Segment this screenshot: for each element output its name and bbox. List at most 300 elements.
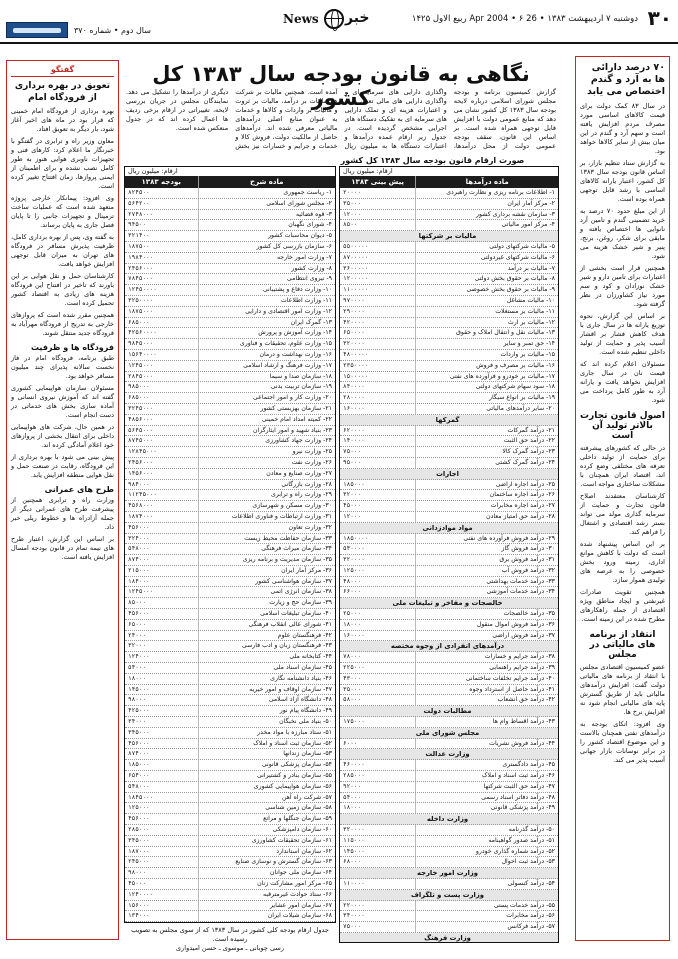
table-row [340, 857, 558, 868]
table-row [125, 253, 335, 264]
row-value: ۲۱۵۰۰۰ [125, 566, 199, 576]
section-label: مجلس شورای ملی [415, 728, 480, 737]
table-row [125, 501, 335, 512]
row-label: ۳۵- سازمان مدیریت و برنامه ریزی [242, 556, 332, 564]
row-label: ۶۵- مرکز امور مشارکت زنان [257, 880, 332, 887]
left-column-tag: گفتگو [11, 65, 114, 77]
row-label: ۴۱- درآمد حاصل از استرداد وجوه [469, 685, 555, 693]
table-row [125, 372, 335, 383]
table-section-row [340, 868, 558, 879]
table-row [125, 695, 335, 706]
row-label: ۵۸- سازمان زمین شناسی [265, 804, 332, 812]
row-value: ۱۸۰۰۰ [125, 674, 199, 684]
row-value: ۱۴۵۶۰۰۰ [125, 469, 199, 479]
row-label: ۴۱- شورای عالی انقلاب فرهنگی [248, 620, 332, 628]
table-row [340, 242, 558, 253]
row-label: ۵۲- سازمان ثبت اسناد و املاک [253, 739, 332, 747]
row-value: ۱۸۷۵۰۰ [125, 242, 199, 252]
row-value: ۱۸۵۰۰۰ [340, 480, 416, 490]
table-row [125, 868, 335, 879]
row-value: ۴۳۰۰۰ [340, 674, 416, 684]
row-label: ۳۵- درآمد خالصجات [503, 610, 555, 618]
table-row [340, 512, 558, 523]
row-label: ۷- وزارت امور خارجه [276, 253, 332, 261]
row-value: ۲۲۰۰۰۰ [340, 901, 416, 911]
row-value: ۳۲۱۴۰۰ [125, 231, 199, 241]
table-row [125, 231, 335, 242]
table-row [125, 285, 335, 296]
row-label: ۲۴- وزارت جهاد کشاورزی [265, 437, 332, 445]
table-row [340, 847, 558, 858]
table-row [340, 404, 558, 415]
row-label: ۱۲- مالیات بر ارث [507, 318, 555, 326]
row-label: ۶۷- سازمان امور عشایر [269, 901, 332, 909]
table-row [340, 361, 558, 372]
paragraph: در سال ۸۳ کمک دولت برای قیمت کالاهای اساسی مورد مصرف مردم افزایش یافته است و سهم آرد و گندم در این میان بیش از سایر کالاها خواهد بود. [580, 102, 665, 155]
table-row [125, 512, 335, 523]
row-value: ۶۶۰۰۰ [340, 587, 416, 597]
row-label: ۲۱- سازمان بهزیستی کشور [260, 404, 332, 412]
row-label: ۶۶- ستاد حوادث غیرمترقبه [262, 890, 332, 898]
left-column-headline: تعویق در بهره برداری از فرودگاه امام [14, 81, 111, 103]
row-label: ۱۱- مالیات بر مستغلات [495, 307, 555, 315]
table-row [340, 501, 558, 512]
row-value: ۱۸۰۰۰ [340, 803, 416, 813]
table-row [340, 922, 558, 933]
row-value: ۸۴۰۰۰۰ [340, 382, 416, 392]
row-value [125, 922, 199, 923]
row-label: ۴- مرکز امور مالیاتی [501, 221, 555, 229]
row-label: ۱۰- وزارت دفاع و پشتیبانی [262, 286, 332, 294]
row-label: ۵۱- ستاد مبارزه با مواد مخدر [257, 728, 332, 736]
table-row [125, 771, 335, 782]
row-value: ۲۰۰۰۰ [340, 188, 416, 198]
table-body [340, 188, 558, 943]
table-row [125, 641, 335, 652]
table-row [125, 426, 335, 437]
column-header-name: ماده درآمدها [465, 178, 509, 186]
table-row [125, 534, 335, 545]
table-row [340, 436, 558, 447]
row-label: ۶۳- سازمان گسترش و نوسازی صنایع [235, 858, 332, 866]
row-value: ۷۵۰۰۰ [340, 447, 416, 457]
row-value: ۹۸۵۰۰۰ [125, 382, 199, 392]
row-label: ۳۷- درآمد فروش اراضی [492, 631, 555, 639]
row-label: ۴۴- کتابخانه ملی [289, 653, 332, 661]
right-column-headline: ۷۰ درصد دارائی ها به آرد و گندم اختصاص می یابد [587, 62, 665, 97]
row-label: ۱۶- وزارت بهداشت و درمان [259, 350, 332, 358]
row-value: ۸۷۴۰۰۰ [125, 555, 199, 565]
row-value: ۱۲۴۰۰۰۰ [125, 890, 199, 900]
row-label: ۳۴- درآمد خدمات آموزشی [486, 588, 555, 596]
page-number: ۳۰ [647, 6, 672, 30]
row-value: ۱۱۲۴۵۰۰۰ [125, 490, 199, 500]
row-value: ۹۸۰۰۰ [125, 868, 199, 878]
row-label: ۳- قوه قضائیه [295, 210, 332, 218]
row-label: ۶۰- سازمان دامپزشکی [272, 826, 332, 834]
row-value: ۱۱۰۰۰۰۰ [340, 285, 416, 295]
row-label: ۱- اطلاعات برنامه ریزی و نظارت راهبردی [446, 189, 555, 196]
row-label: ۳۶- درآمد فروش اموال منقول [476, 620, 555, 628]
row-label: ۳۰- وزارت مسکن و شهرسازی [252, 502, 332, 510]
left-column-subhead: فرودگاه ها و ظرفیت [30, 343, 114, 352]
table-row [340, 836, 558, 847]
row-label: ۲۳- بنیاد شهید و امور ایثارگران [253, 426, 332, 434]
row-label: ۵۰- درآمد گذرنامه [508, 826, 555, 834]
row-label: ۴۲- فرهنگستان علوم [277, 631, 332, 639]
table-row [340, 879, 558, 890]
row-label: ۱۴- وزارت آموزش و پرورش [258, 329, 332, 337]
row-value: ۵۶۴۲۰۰ [125, 199, 199, 209]
row-value: ۴۵۰۰۰ [125, 879, 199, 889]
row-label: ۲۸- درآمد حق امتیاز معادن [486, 512, 555, 520]
footnote-text: جدول ارقام بودجه کلی کشور در سال ۱۳۸۳ که از سوی مجلس به تصویب رسیده است. [131, 926, 329, 943]
row-value: ۱۲۵۰۰۰ [125, 803, 199, 813]
row-value: ۳۲۰۰۰۰ [340, 339, 416, 349]
left-column-body [11, 107, 114, 338]
table-row [125, 382, 335, 393]
section-label: وزارت عدالت [425, 750, 470, 759]
table-row [340, 490, 558, 501]
row-label: ۳۹- درآمد جرایم راهنمایی [489, 664, 555, 672]
row-value: ۱۲۴۵۰۰۰ [125, 587, 199, 597]
table-section-row [340, 814, 558, 825]
table-row [340, 587, 558, 598]
table-row [125, 782, 335, 793]
row-value: ۳۴۵۰۰۰ [125, 836, 199, 846]
row-label: ۶۸- سازمان شیلات ایران [267, 912, 332, 920]
paragraph: همچنین تقویت صادرات غیرنفتی و ایجاد مناطق ویژه اقتصادی از جمله راهکارهای مطرح شده در این زمینه است. [580, 588, 665, 623]
row-label: ۲۲- درآمد حق الثبت [503, 437, 555, 445]
row-label: ۳۹- سازمان حج و زیارت [269, 599, 332, 607]
row-value: ۶۵۰۰۰ [125, 620, 199, 630]
row-label: ۵۳- درآمد ثبت احوال [501, 858, 555, 866]
row-label: ۳۸- سازمان انرژی اتمی [270, 588, 332, 596]
row-value: ۵۴۰۰۰۰ [340, 544, 416, 554]
section-label: مواد موادزدانی [422, 523, 473, 532]
table-row [340, 566, 558, 577]
row-label: ۱۳- گمرک ایران [290, 318, 332, 326]
table-row [125, 307, 335, 318]
table-row [125, 901, 335, 912]
row-label: ۲۶- وزارت نفت [291, 458, 332, 466]
table-row [125, 847, 335, 858]
row-label: ۵۷- شرکت راه آهن [281, 793, 332, 801]
row-label: ۳۸- درآمد جرایم و خسارات [484, 653, 555, 661]
row-label: ۵۳- سازمان زندانها [283, 750, 332, 758]
table-row [340, 695, 558, 706]
row-label: ۳- سازمان نقشه برداری کشور [475, 210, 555, 218]
table-row [340, 609, 558, 620]
paragraph: بر اساس این گزارش، نحوه توزیع یارانه ها در سال جاری با هدف کاهش فشار بر اقشار آسیب پذیر و حمایت از تولید داخلی تنظیم شده است. [580, 312, 665, 356]
table-row [125, 674, 335, 685]
paragraph: وی افزود: اتکای بودجه به درآمدهای نفتی همچنان بالاست و این موضوع اقتصاد کشور را در برابر نوسانات بازار جهانی آسیب پذیر می کند. [580, 720, 665, 764]
row-value: ۱۸۷۴۰۰۰ [125, 512, 199, 522]
row-label: ۲۲- کمیته امداد امام خمینی [261, 415, 332, 423]
row-value: ۳۲۰۰۰۰ [340, 555, 416, 565]
row-value: ۴۵۶۰۰۰ [125, 523, 199, 533]
row-value: ۴۸۵۶۰۰۰ [125, 415, 199, 425]
table-row [125, 544, 335, 555]
row-value: ۳۲۵۰۰۰۰ [125, 296, 199, 306]
table-row [125, 793, 335, 804]
row-value: ۹۷۰۰۰۰ [340, 296, 416, 306]
paragraph: کارشناسان حمل و نقل هوایی بر این باورند که تاخیر در افتتاح این فرودگاه هزینه های زیادی به اقتصاد کشور تحمیل کرده است. [11, 272, 114, 307]
table-row [125, 803, 335, 814]
table-row [340, 803, 558, 814]
table-row [125, 620, 335, 631]
row-value: ۱۸۰۰۰ [340, 620, 416, 630]
table-row [125, 663, 335, 674]
table-row [340, 825, 558, 836]
row-value: ۱۴۵۰۰۰ [125, 685, 199, 695]
row-value: ۳۵۰۰۰ [340, 685, 416, 695]
right-column-subhead: اصول قانون تجارت بالاتر تولید آن است [580, 411, 665, 441]
table-row [340, 901, 558, 912]
row-label: ۳۶- مرکز آمار ایران [281, 566, 332, 574]
row-label: ۹- مالیات بر حقوق بخش خصوصی [466, 286, 555, 294]
row-label: ۲- مجلس شورای اسلامی [266, 199, 332, 207]
table-row [340, 339, 558, 350]
row-value: ۴۸۰۰۰ [340, 577, 416, 587]
table-section-row [340, 415, 558, 426]
row-value: ۹۲۰۰۰ [340, 782, 416, 792]
table-row [125, 825, 335, 836]
row-value: ۱۸۷۵۰۰۰ [125, 307, 199, 317]
row-value: ۴۶۰۰۰۰ [340, 760, 416, 770]
row-label: ۴۹- درآمد پزشکی قانونی [490, 804, 555, 812]
table-row [125, 447, 335, 458]
table-row [125, 631, 335, 642]
row-label: ۵۴- درآمد کنسولی [507, 880, 555, 887]
row-label: ۶- مالیات شرکتهای غیردولتی [480, 253, 555, 261]
row-label: ۴۷- سازمان اوقاف و امور خیریه [249, 685, 332, 693]
section-title-en: News [283, 12, 319, 26]
table-row [125, 598, 335, 609]
row-label: ۳۰- درآمد فروش گاز [501, 545, 555, 553]
row-value: ۸۵۰۰۰ [125, 598, 199, 608]
left-column-subhead-2: طرح های عمرانی [44, 485, 114, 494]
row-label: ۴۳- فرهنگستان زبان و ادب فارسی [241, 642, 332, 650]
row-value: ۱۲۵۰۰۰ [340, 566, 416, 576]
row-value: ۸۷۰۰۰۰۰ [340, 253, 416, 263]
row-value: ۳۲۴۵۰۰۰ [125, 404, 199, 414]
row-value: ۶۰۰۰ [340, 739, 416, 749]
row-value: ۱۲۴۰۰۰ [125, 652, 199, 662]
row-label: ۵۱- درآمد صدور گواهینامه [488, 836, 555, 844]
table-row [125, 436, 335, 447]
table-row [340, 393, 558, 404]
row-label: ۲۹- درآمد فروش فرآورده های نفتی [463, 534, 555, 542]
table-row [125, 685, 335, 696]
row-value: ۹۸۴۵۰۰۰ [125, 339, 199, 349]
paragraph: مسئولان اعلام کرده اند که قیمت نان در سال جاری افزایش نخواهد یافت و یارانه آرد به طور کامل پرداخت می شود. [580, 360, 665, 404]
row-label: ۶۱- سازمان تحقیقات کشاورزی [251, 836, 332, 844]
row-value: ۳۴۵۰۰۰ [125, 728, 199, 738]
row-value: ۲۸۴۵۰۰۰ [125, 372, 199, 382]
row-label: ۲۸- وزارت بازرگانی [281, 480, 332, 488]
table-row [340, 220, 558, 231]
row-value: ۶۸۵۰۰۰ [125, 393, 199, 403]
article-headline: نگاهی به قانون بودجه سال ۱۳۸۳ کل کشور [152, 62, 530, 110]
row-label: ۴۵- سازمان اسناد ملی [273, 664, 332, 672]
left-news-column [6, 60, 119, 940]
table-row [125, 566, 335, 577]
table-row [340, 760, 558, 771]
row-label: ۴۷- درآمد حق الثبت شرکتها [483, 782, 555, 790]
table-row [125, 706, 335, 717]
row-label: ۲۴- درآمد گمرک کشتی [495, 458, 555, 466]
table-row [340, 253, 558, 264]
row-label: ۲۱- درآمد گمرکات [507, 426, 555, 434]
row-value: ۱۸۴۵۰۰۰ [125, 793, 199, 803]
row-value: ۱۵۰۰۰۰۰ [340, 372, 416, 382]
right-column-body [580, 102, 665, 405]
table-row [125, 922, 335, 923]
table-row [340, 328, 558, 339]
row-value: ۱۱۵۰۰۰ [340, 836, 416, 846]
table-row [125, 242, 335, 253]
issue-line: سال دوم • شماره ۳۷۰ [74, 26, 151, 35]
right-news-column [575, 56, 670, 941]
table-row [125, 339, 335, 350]
table-row [340, 555, 558, 566]
table-row [125, 609, 335, 620]
row-label: ۵- مالیات شرکتهای دولتی [489, 242, 555, 250]
table-row [125, 814, 335, 825]
table-row [340, 631, 558, 642]
table-row [125, 836, 335, 847]
column-header-value: بودجه ۱۳۸۳ [125, 176, 199, 188]
row-label: ۸- مالیات بر حقوق بخش دولتی [474, 275, 555, 283]
table-row [340, 534, 558, 545]
row-value: ۷۸۴۵۰۰۰ [125, 274, 199, 284]
row-label [199, 922, 336, 923]
row-value: ۳۴۰۰۰۰ [340, 911, 416, 921]
paragraph: از این مبلغ حدود ۷۰ درصد به خرید تضمینی گندم و تامین آرد نانوایی ها اختصاص یافته و مابقی برای شکر، روغن، برنج، پنیر و شیر خشک هزینه می شود. [580, 207, 665, 260]
row-label: ۱۸- سود سهام شرکتهای دولتی [475, 383, 555, 391]
section-label: وزارت امور خارجه [416, 869, 479, 878]
row-label: ۷- مالیات بر درآمد [507, 264, 555, 272]
row-label: ۲۰- سایر درآمدهای مالیاتی [486, 404, 555, 412]
row-label: ۵۹- سازمان جنگلها و مراتع [263, 815, 332, 823]
row-value: ۴۵۰۰۰ [340, 501, 416, 511]
row-value: ۱۵۶۴۰۰۰۰ [125, 350, 199, 360]
row-value: ۵۸۰۰۰ [340, 695, 416, 705]
table-unit: ارقام: میلیون ریال [343, 167, 393, 175]
row-label: ۱۱- وزارت اطلاعات [280, 296, 332, 304]
paragraph: به گفته وی، پس از بهره برداری کامل، ظرفیت پذیرش مسافر در فرودگاه های تهران به میزان قابل توجهی افزایش خواهد یافت. [11, 233, 114, 268]
row-value: ۵۴۰۰۰ [125, 663, 199, 673]
row-label: ۵۷- درآمد فرکانس [507, 923, 555, 931]
row-label: ۵۵- درآمد خدمات پستی [493, 901, 555, 909]
section-label: اجارات [436, 469, 459, 478]
table-row [125, 717, 335, 728]
section-label: وزارت داخله [426, 815, 469, 824]
paragraph: بهره برداری از فرودگاه امام خمینی که قرار بود در ماه های اخیر آغاز شود، بار دیگر به تعویق افتاد. [11, 107, 114, 133]
paragraph: در حالی که کشورهای پیشرفته برای حمایت از تولید داخلی تعرفه های مختلفی وضع کرده اند، اقتصاد ایران همچنان با مشکلات ساختاری مواجه است. [580, 444, 665, 488]
table-row [125, 728, 335, 739]
row-label: ۲۵- وزارت نیرو [292, 448, 332, 456]
row-value: ۹۴۵۰۰ [125, 220, 199, 230]
row-label: ۵۶- درآمد مخابرات [506, 912, 555, 920]
row-value: ۱۳۴۰۰۰ [125, 911, 199, 921]
row-value: ۲۴۰۰۰ [125, 631, 199, 641]
row-value: ۱۶۰۰۰۰ [340, 404, 416, 414]
row-label: ۱۴- حق تمبر و سایر [503, 340, 555, 348]
row-value: ۹۸۰۰۰ [125, 695, 199, 705]
paragraph: بر اساس این گزارش، اعتبار طرح های نیمه تمام در قانون بودجه امسال افزایش یافته است. [11, 535, 114, 561]
table-row [340, 382, 558, 393]
table-section-row [340, 933, 558, 943]
row-value: ۲۹۰۰۰۰ [340, 307, 416, 317]
table-row [125, 587, 335, 598]
table-section-row [340, 749, 558, 760]
section-label: مالیات بر شرکتها [418, 232, 477, 241]
paragraph: کارشناسان معتقدند اصلاح قانون تجارت و حمایت از سرمایه گذاری مولد می تواند بستر رشد اقتصادی و اشتغال را فراهم کند. [580, 492, 665, 536]
row-value: ۱۴۰۰۰۰ [340, 436, 416, 446]
paragraph: به گزارش ستاد تنظیم بازار، بر اساس قانون بودجه سال ۱۳۸۳ کل کشور، اعتبار یارانه کالاهای اساسی با رشد قابل توجهی همراه بوده است. [580, 159, 665, 203]
date-line: دوشنبه ۷ اردیبهشت ۱۳۸۳ • 26 Apr 2004 • ۶ ربیع الاول ۱۴۲۵ [411, 14, 638, 24]
row-label: ۴۳- درآمد اقساط وام ها [492, 718, 555, 726]
row-label: ۱۸- سازمان صدا و سیما [269, 372, 332, 380]
table-header [125, 176, 335, 188]
left-column-body-3 [11, 496, 114, 562]
table-header [340, 176, 558, 188]
row-value: ۱۸۴۰۰۰ [125, 577, 199, 587]
row-label: ۶۴- سازمان ملی جوانان [269, 869, 332, 877]
row-value: ۳۶۰۰۰۰۰ [340, 264, 416, 274]
row-label: ۲- مرکز آمار ایران [507, 199, 555, 207]
paragraph: پیش بینی می شود با بهره برداری از این فرودگاه، رقابت در صنعت حمل و نقل هوایی منطقه افزایش یابد. [11, 453, 114, 479]
table-row [340, 372, 558, 383]
paragraph: وزارت راه و ترابری همچنین از پیشرفت طرح های عمرانی دیگر از جمله آزادراه ها و خطوط ریلی خبر داد. [11, 496, 114, 531]
row-value: ۷۸۰۰۰ [340, 652, 416, 662]
table-row [340, 620, 558, 631]
table-section-row [340, 523, 558, 534]
table-row [340, 188, 558, 199]
row-value: ۳۴۰۰۰ [125, 717, 199, 727]
row-label: ۱۵- مالیات بر واردات [500, 350, 555, 358]
row-value: ۱۸۷۰۰۰ [125, 847, 199, 857]
row-value: ۱۲۴۵۰۰۰۰ [125, 285, 199, 295]
row-label: ۳۲- درآمد فروش آب [501, 566, 555, 574]
table-row [340, 426, 558, 437]
row-label: ۳۱- درآمد فروش برق [499, 556, 555, 564]
table-row [340, 544, 558, 555]
row-value: ۲۵۰۰۰ [340, 609, 416, 619]
row-value: ۳۵۰۰۰ [340, 199, 416, 209]
row-label: ۴۶- درآمد ثبت اسناد و املاک [481, 772, 555, 780]
row-value: ۱۲۸۴۵۰۰۰ [125, 447, 199, 457]
row-value: ۱۷۵۰۰۰ [340, 717, 416, 727]
section-label: وزارت فرهنگ [424, 933, 471, 942]
row-label: ۹- نیروی انتظامی [286, 275, 332, 283]
table-row [125, 652, 335, 663]
row-label: ۱۷- وزارت فرهنگ و ارشاد اسلامی [243, 361, 332, 369]
row-value: ۵۵۰۰۰۰۰ [340, 242, 416, 252]
row-label: ۵- دیوان محاسبات کشور [267, 232, 332, 240]
row-value: ۸۲۴۵۰۰ [125, 188, 199, 198]
table-row [340, 739, 558, 750]
paragraph: مسئولان سازمان هواپیمایی کشوری گفته اند که آموزش نیروی انسانی و آماده سازی بخش های خدماتی در دست انجام است. [11, 384, 114, 419]
table-row [340, 685, 558, 696]
row-value: ۴۲۵۰۰۰ [125, 706, 199, 716]
row-label: ۳۳- سازمان حفاظت محیط زیست [244, 534, 332, 542]
row-value: ۲۸۵۰۰۰ [340, 771, 416, 781]
row-label: ۲۹- وزارت راه و ترابری [270, 491, 332, 499]
row-value: ۱۲۰۰۰ [340, 210, 416, 220]
